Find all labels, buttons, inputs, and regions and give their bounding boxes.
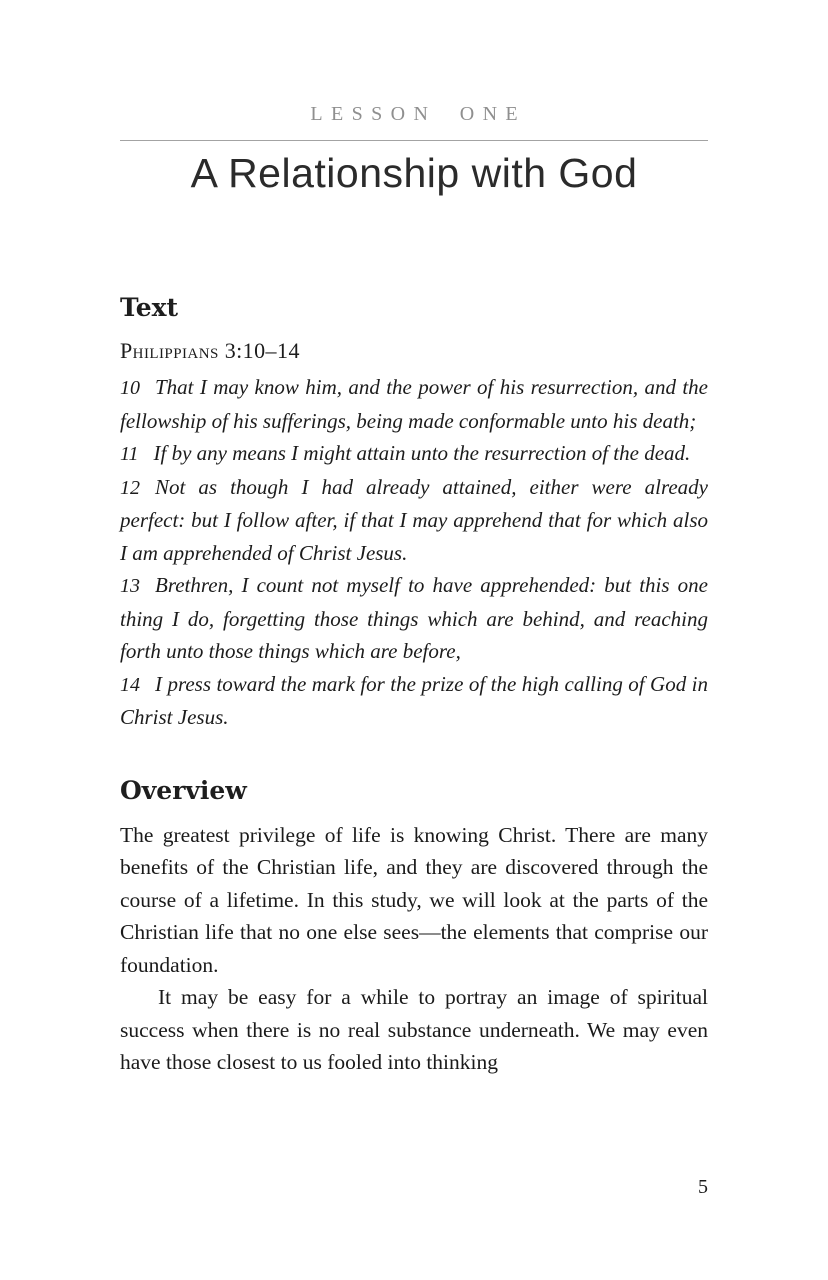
verse-paragraph bbox=[120, 371, 708, 437]
verse-number: 14 bbox=[120, 673, 140, 696]
lesson-eyebrow: LESSON ONE bbox=[310, 103, 527, 125]
verse-paragraph bbox=[120, 569, 708, 668]
verse-paragraph bbox=[120, 437, 708, 471]
page-body bbox=[120, 292, 708, 1078]
overview-paragraph: It may be easy for a while to portray an image of spiritual success when there is no real substance underneath. We may even have those closest to us fooled into thinking bbox=[120, 985, 708, 1075]
verse-text: That I may know him, and the power of his resurrection, and the fellowship of his sufferings, being made conformable unto his death; bbox=[120, 375, 708, 433]
verse-text: If by any means I might attain unto the resurrection of the dead. bbox=[153, 441, 691, 466]
page-title: A Relationship with God bbox=[190, 150, 638, 196]
verse-paragraph bbox=[120, 668, 708, 734]
section-heading-overview: Overview bbox=[120, 775, 247, 805]
page-number: 5 bbox=[698, 1176, 708, 1198]
verse-number: 10 bbox=[120, 377, 140, 400]
verse-number: 13 bbox=[120, 575, 140, 598]
verse-paragraph bbox=[120, 471, 708, 570]
verse-text: I press toward the mark for the prize of the high calling of God in Christ Jesus. bbox=[120, 671, 708, 730]
header-rule bbox=[120, 140, 708, 141]
verse-text: Brethren, I count not myself to have apprehended: but this one thing I do, forgetting those things which are behind, and reaching forth unto those things which are before, bbox=[120, 573, 708, 664]
section-heading-text: Text bbox=[120, 293, 179, 323]
scripture-verses bbox=[120, 371, 708, 734]
overview-paragraph: The greatest privilege of life is knowing Christ. There are many benefits of the Christian life, and they are discovered through the course of a lifetime. In this study, we will look at the parts of the Christian life that no one else sees—the elements that comprise our foundation. bbox=[120, 822, 708, 977]
chapter-header bbox=[120, 0, 708, 197]
verse-number: 11 bbox=[120, 443, 139, 466]
verse-number: 12 bbox=[120, 476, 140, 499]
verse-text: Not as though I had already attained, either were already perfect: but I follow after, if that I may apprehend that for which also I am apprehended of Christ Jesus. bbox=[120, 474, 708, 565]
scripture-reference: Philippians 3:10–14 bbox=[120, 337, 300, 363]
